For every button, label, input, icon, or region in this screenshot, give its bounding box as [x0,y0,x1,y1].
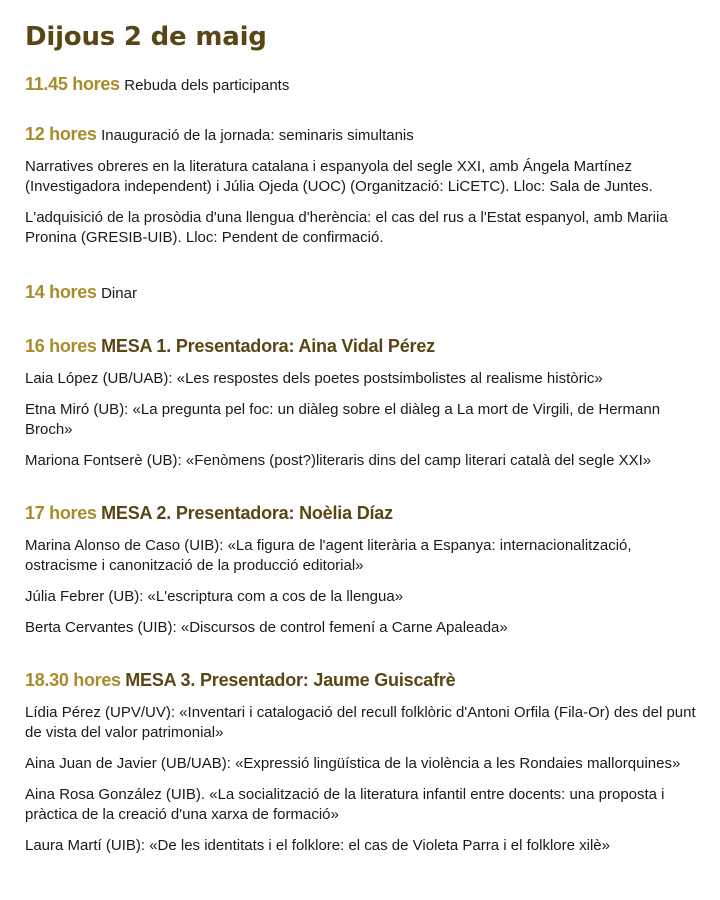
session-heading [25,73,700,97]
panel-title: MESA 3. Presentador: Jaume Guiscafrè [125,670,456,690]
session-17 [25,502,700,638]
talk-item: Lídia Pérez (UPV/UV): «Inventari i catalogació del recull folklòric d'Antoni Orfila (Fila-Or) des del punt de vista del valor patrimonial» [25,704,696,741]
talk-item: Aina Juan de Javier (UB/UAB): «Expressió lingüística de la violència a les Rondaies mallorquines» [25,755,681,772]
talk-item: Marina Alonso de Caso (UIB): «La figura de l'agent literària a Espanya: internacionalització, ostracisme i canonització de la producció editorial» [25,537,632,574]
program-page [25,22,700,867]
talk-item: Etna Miró (UB): «La pregunta pel foc: un diàleg sobre el diàleg a La mort de Virgili, de Hermann Broch» [25,401,661,438]
session-time: 11.45 hores [25,74,120,94]
session-heading [25,335,700,359]
session-time: 12 hores [25,124,97,144]
talk-item: Mariona Fontserè (UB): «Fenòmens (post?)literaris dins del camp literari català del segle XXI» [25,452,652,469]
session-14 [25,281,700,305]
session-desc: Dinar [101,285,137,302]
session-1830 [25,669,700,856]
session-heading [25,123,700,147]
session-12 [25,123,700,248]
session-1145 [25,73,700,97]
seminar-item: Narratives obreres en la literatura catalana i espanyola del segle XXI, amb Ángela Martínez (Investigadora independent) i Júlia Ojeda (UOC) (Organització: LiCETC). Lloc: Sala de Juntes. [25,158,653,195]
session-desc: Inauguració de la jornada: seminaris simultanis [101,127,414,144]
session-time: 18.30 hores [25,670,121,690]
session-16 [25,335,700,471]
talk-item: Laura Martí (UIB): «De les identitats i el folklore: el cas de Violeta Parra i el folklore xilè» [25,837,610,854]
session-heading [25,281,700,305]
session-heading [25,502,700,526]
session-time: 16 hores [25,336,97,356]
panel-title: MESA 2. Presentadora: Noèlia Díaz [101,503,393,523]
session-time: 14 hores [25,282,97,302]
session-heading [25,669,700,693]
session-desc: Rebuda dels participants [124,77,290,94]
talk-item: Berta Cervantes (UIB): «Discursos de control femení a Carne Apaleada» [25,619,508,636]
day-title: Dijous 2 de maig [25,22,267,52]
talk-item: Laia López (UB/UAB): «Les respostes dels poetes postsimbolistes al realisme històric» [25,370,603,387]
seminar-item: L'adquisició de la prosòdia d'una llengua d'herència: el cas del rus a l'Estat espanyol, amb Mariia Pronina (GRESIB-UIB). Lloc: Pendent de confirmació. [25,209,668,246]
session-time: 17 hores [25,503,97,523]
panel-title: MESA 1. Presentadora: Aina Vidal Pérez [101,336,435,356]
talk-item: Aina Rosa González (UIB). «La socialització de la literatura infantil entre docents: una proposta i pràctica de la creació d'una xarxa de formació» [25,786,665,823]
talk-item: Júlia Febrer (UB): «L'escriptura com a cos de la llengua» [25,588,404,605]
